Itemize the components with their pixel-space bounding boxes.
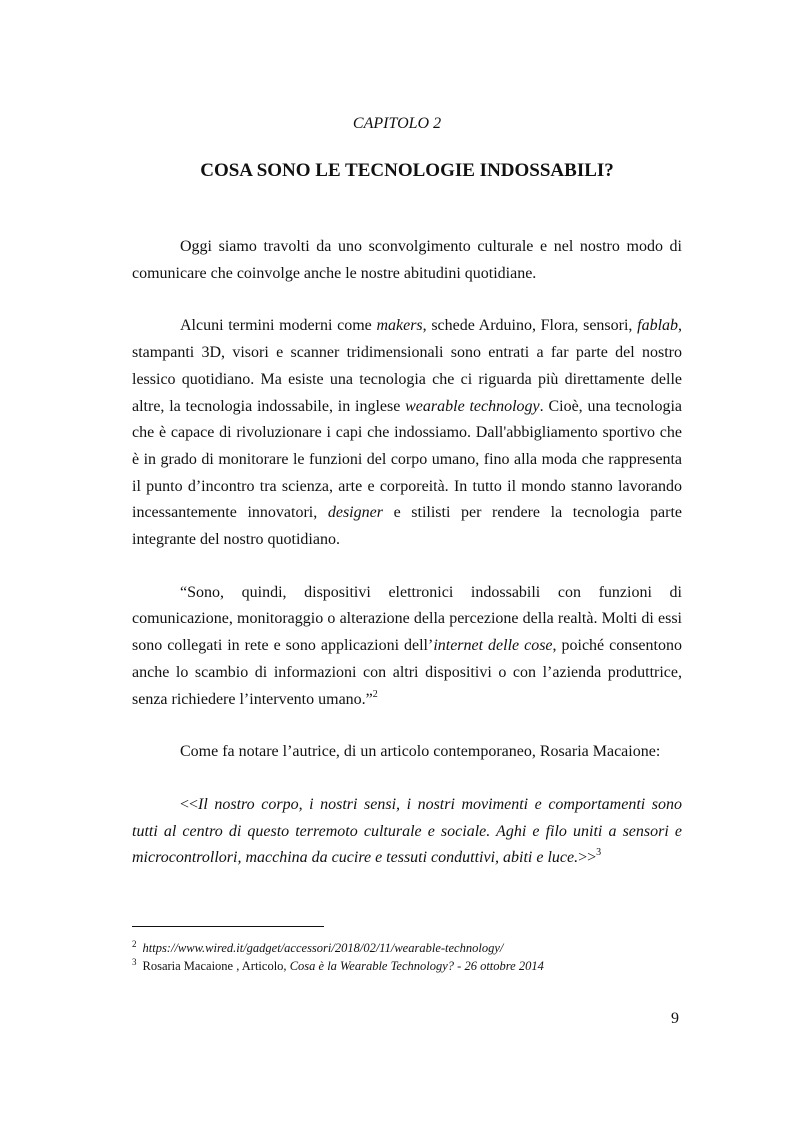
- paragraph-3: [132, 580, 682, 714]
- paragraph-2-text: . Cioè, una tecnologia che è capace di rivoluzionare i capi che indossiamo. Dall'abbigliamento sportivo che è in grado di monitorare le funzioni del corpo umano, fino alla moda che rappresenta il punto d’incontro tra scienza, arte e corporeità. In tutto il mondo stanno lavorando incessantemente innovatori,: [132, 397, 683, 522]
- chapter-label: CAPITOLO 2: [352, 115, 442, 132]
- paragraph-2-text: , schede Arduino, Flora, sensori,: [422, 317, 638, 335]
- footnote-separator: [132, 926, 324, 927]
- chapter-title: COSA SONO LE TECNOLOGIE INDOSSABILI?: [200, 160, 614, 181]
- quote-open: <<: [180, 795, 199, 813]
- paragraph-2-text: , stampanti 3D, visori e scanner tridimensionali sono entrati a far parte del nostro lessico quotidiano. Ma esiste una tecnologia che ci riguarda più direttamente delle altre, la tecnologia indossabile, in inglese: [132, 317, 683, 415]
- footnote-ref-3[interactable]: 3: [596, 847, 602, 859]
- quote-text: Il nostro corpo, i nostri sensi, i nostri movimenti e comportamenti sono tutti al centro di questo terremoto culturale e sociale. Aghi e filo uniti a sensori e microcontrollori, macchina da cucire e tessuti conduttivi, abiti e luce.: [132, 795, 682, 867]
- paragraph-4: Come fa notare l’autrice, di un articolo contemporaneo, Rosaria Macaione:: [180, 743, 661, 761]
- paragraph-2: [132, 313, 682, 553]
- page-number: 9: [671, 1010, 679, 1027]
- paragraph-2-text: Alcuni termini moderni come: [180, 317, 377, 335]
- paragraph-3-text: “Sono, quindi, dispositivi elettronici indossabili con funzioni di comunicazione, monitoraggio o alterazione della percezione della realtà. Molti di essi sono collegati in rete e sono applicazioni dell’: [132, 583, 682, 655]
- term-internet-delle-cose: internet delle cose: [433, 637, 553, 655]
- footnote-mark: 3: [132, 957, 137, 967]
- footnote-url-link[interactable]: https://www.wired.it/gadget/accessori/2018/02/11/wearable-technology/: [142, 941, 504, 955]
- paragraph-1: Oggi siamo travolti da uno sconvolgimento culturale e nel nostro modo di comunicare che coinvolge anche le nostre abitudini quotidiane.: [132, 238, 682, 282]
- footnotes: [132, 939, 692, 975]
- footnote-article-title: Cosa è la Wearable Technology? - 26 ottobre 2014: [289, 959, 544, 973]
- term-makers: makers: [376, 317, 423, 335]
- footnote-3: [132, 957, 692, 975]
- body-text: [132, 234, 682, 898]
- paragraph-2-text: e stilisti per rendere la tecnologia parte integrante del nostro quotidiano.: [132, 504, 683, 549]
- footnote-source: Rosaria Macaione , Articolo,: [142, 959, 290, 973]
- term-designer: designer: [327, 504, 383, 522]
- footnote-mark: 2: [132, 939, 137, 949]
- paragraph-3-text: , poiché consentono anche lo scambio di informazioni con altri dispositivi o con l’azienda produttrice, senza richiedere l’intervento umano.”: [132, 637, 682, 708]
- footnote-ref-2[interactable]: 2: [372, 688, 378, 700]
- quote-close: >>: [578, 849, 597, 867]
- footnote-2: [132, 939, 692, 957]
- paragraph-5-quote: [132, 792, 682, 872]
- term-fablab: fablab: [637, 317, 679, 335]
- term-wearable-technology: wearable technology: [405, 397, 540, 415]
